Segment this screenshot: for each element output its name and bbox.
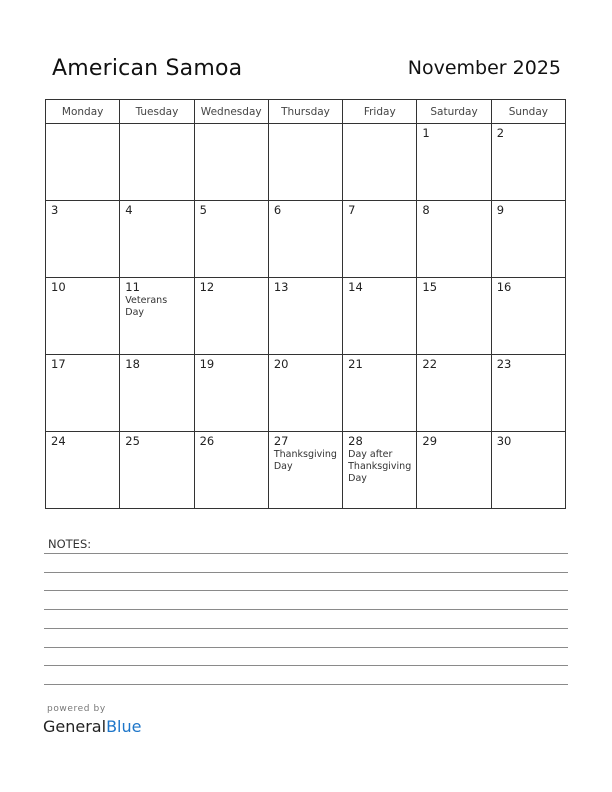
note-line (44, 665, 568, 666)
day-cell (268, 355, 342, 432)
weekday-saturday: Saturday (417, 100, 491, 124)
day-number: 10 (51, 280, 66, 294)
day-number: 5 (199, 203, 207, 217)
generalblue-logo (43, 717, 141, 736)
day-cell (343, 432, 417, 509)
day-number: 16 (496, 280, 512, 294)
day-cell (343, 201, 417, 278)
day-cell (491, 124, 565, 201)
weekday-monday: Monday (46, 100, 120, 124)
day-number: 21 (348, 357, 363, 371)
week-row-3 (46, 278, 566, 355)
day-number: 18 (125, 357, 140, 371)
day-cell (268, 278, 342, 355)
day-cell (120, 278, 194, 355)
day-cell (120, 124, 194, 201)
day-cell (120, 432, 194, 509)
day-number: 27 (273, 434, 289, 448)
day-number: 29 (422, 434, 438, 448)
note-line (44, 553, 568, 554)
day-cell (120, 201, 194, 278)
weekday-header-row (46, 100, 566, 124)
weekday-thursday: Thursday (268, 100, 342, 124)
day-number: 1 (422, 126, 430, 140)
day-number: 6 (273, 203, 282, 217)
day-number: 17 (51, 357, 66, 371)
day-cell (46, 432, 120, 509)
day-cell (268, 201, 342, 278)
day-number: 23 (496, 357, 512, 371)
day-number: 4 (125, 203, 133, 217)
calendar-month: November 2025 (407, 57, 561, 79)
note-line (44, 628, 568, 629)
day-number: 22 (422, 357, 438, 371)
calendar-title: American Samoa (52, 56, 243, 81)
week-row-4 (46, 355, 566, 432)
day-number: 24 (51, 434, 66, 448)
weekday-friday: Friday (343, 100, 417, 124)
brand-general: General (43, 717, 107, 736)
day-number: 26 (199, 434, 215, 448)
weekday-wednesday: Wednesday (194, 100, 268, 124)
day-cell (417, 278, 491, 355)
note-line (44, 647, 568, 648)
day-number: 13 (273, 280, 289, 294)
day-cell (268, 124, 342, 201)
notes-label: NOTES: (48, 537, 92, 551)
week-row-5 (46, 432, 566, 509)
day-cell (46, 201, 120, 278)
holiday-label: Day after Thanksgiving Day (348, 449, 412, 484)
week-row-2 (46, 201, 566, 278)
day-cell (491, 432, 565, 509)
day-cell (417, 355, 491, 432)
day-cell (46, 355, 120, 432)
day-number: 9 (496, 203, 505, 217)
day-cell (194, 355, 268, 432)
day-cell (343, 278, 417, 355)
day-number: 20 (273, 357, 289, 371)
weekday-tuesday: Tuesday (120, 100, 194, 124)
day-cell (194, 201, 268, 278)
weekday-sunday: Sunday (491, 100, 565, 124)
day-cell (491, 201, 565, 278)
week-row-1 (46, 124, 566, 201)
day-cell (46, 124, 120, 201)
day-cell (46, 278, 120, 355)
day-number: 19 (199, 357, 215, 371)
day-number: 3 (51, 203, 59, 217)
day-cell (417, 432, 491, 509)
day-cell (194, 124, 268, 201)
day-number: 14 (348, 280, 363, 294)
day-number: 7 (348, 203, 356, 217)
day-cell (120, 355, 194, 432)
brand-blue: Blue (106, 717, 142, 736)
day-cell (194, 278, 268, 355)
holiday-label: Thanksgiving Day (273, 449, 337, 472)
powered-by-text: powered by (47, 704, 106, 714)
day-cell (194, 432, 268, 509)
day-number: 25 (125, 434, 140, 448)
day-number: 8 (422, 203, 430, 217)
day-number: 28 (348, 434, 363, 448)
day-cell (343, 124, 417, 201)
note-line (44, 590, 568, 591)
day-cell (417, 124, 491, 201)
day-number: 30 (496, 434, 512, 448)
day-cell (491, 278, 565, 355)
calendar-grid (45, 99, 566, 509)
day-number: 2 (496, 126, 505, 140)
day-number: 11 (125, 280, 140, 294)
note-line (44, 572, 568, 573)
holiday-label: Veterans Day (125, 295, 168, 318)
day-cell (268, 432, 342, 509)
note-line (44, 609, 568, 610)
day-cell (343, 355, 417, 432)
note-line (44, 684, 568, 685)
day-number: 12 (199, 280, 215, 294)
day-cell (417, 201, 491, 278)
day-number: 15 (422, 280, 438, 294)
day-cell (491, 355, 565, 432)
